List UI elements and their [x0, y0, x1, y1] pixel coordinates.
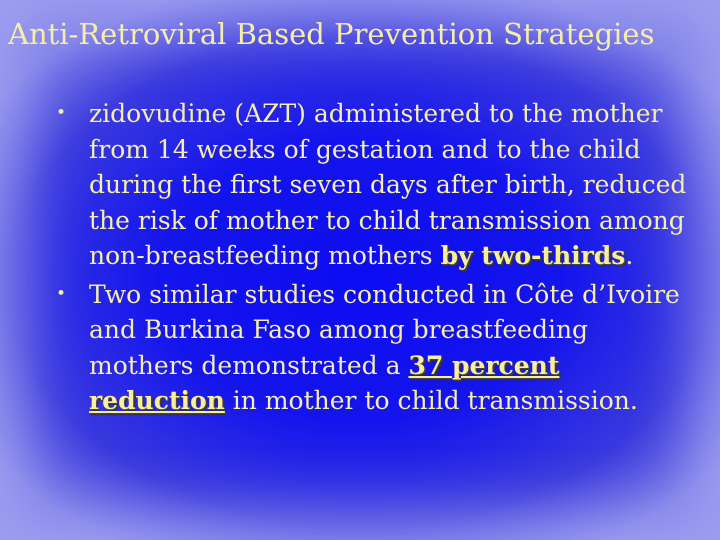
bullet-text-end: .: [625, 241, 634, 270]
bullet-emphasis: by two-thirds: [440, 241, 626, 270]
bullet-text: zidovudine (AZT) administered to the mother from 14 weeks of gestation and to the child during the first seven days after birth, reduced the risk of mother to child transmission among non-breastfeeding mothers: [89, 99, 687, 270]
bullet-item-breastfeeding-studies: [50, 277, 690, 419]
bullet-list: [50, 96, 690, 422]
bullet-item-azt: [50, 96, 690, 274]
bullet-emphasis: 37 percent reduction: [89, 350, 560, 415]
slide-title: Anti-Retroviral Based Prevention Strategies: [8, 17, 655, 51]
bullet-text-end: in mother to child transmission.: [224, 386, 638, 415]
bullet-dot-icon: •: [56, 283, 67, 304]
bullet-text: Two similar studies conducted in Côte d’Ivoire and Burkina Faso among breastfeeding mothers demonstrated a: [89, 279, 680, 380]
bullet-dot-icon: •: [56, 103, 67, 123]
